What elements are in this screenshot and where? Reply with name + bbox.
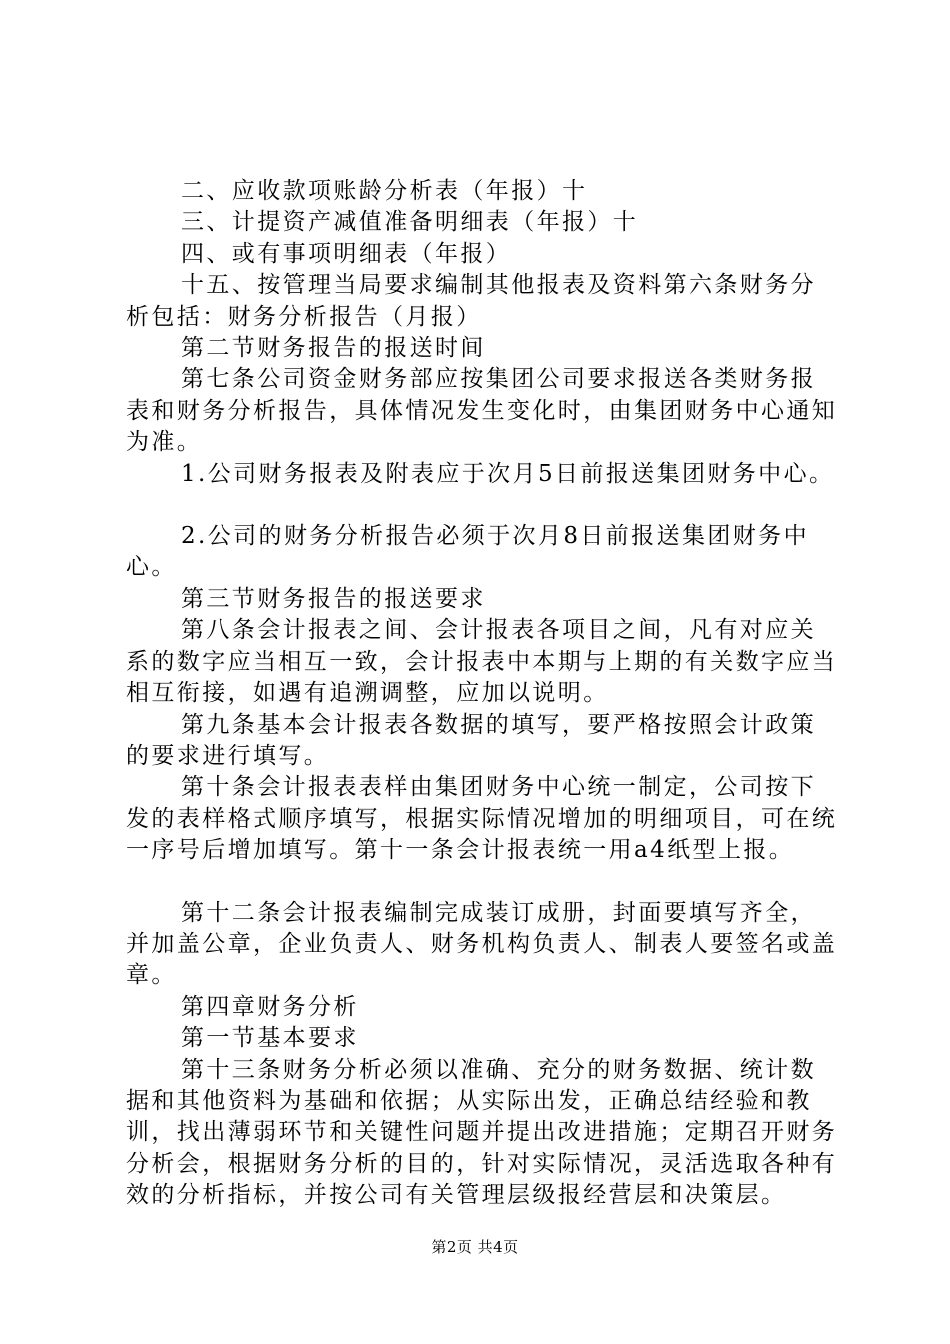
document-body bbox=[126, 176, 838, 1212]
article-12: 第十二条会计报表编制完成装订成册，封面要填写齐全，并加盖公章，企业负责人、财务机构负责人、制表人要签名或盖章。 bbox=[126, 899, 838, 989]
section-heading-2: 第二节财务报告的报送时间 bbox=[181, 335, 486, 362]
paragraph-3: 四、或有事项明细表（年报） bbox=[181, 240, 512, 267]
paragraph-4: 十五、按管理当局要求编制其他报表及资料第六条财务分析包括：财务分析报告（月报） bbox=[126, 272, 816, 330]
page-number-footer: 第2页 共4页 bbox=[431, 1238, 519, 1256]
article-10: 第十条会计报表表样由集团财务中心统一制定，公司按下发的表样格式顺序填写，根据实际情况增加的明细项目，可在统一序号后增加填写。第十一条会计报表统一用a4纸型上报。 bbox=[126, 774, 838, 864]
chapter-heading-4: 第四章财务分析 bbox=[181, 993, 359, 1020]
section-heading-1: 第一节基本要求 bbox=[181, 1025, 359, 1052]
item-2: 2.公司的财务分析报告必须于次月8日前报送集团财务中心。 bbox=[126, 523, 809, 581]
item-1: 1.公司财务报表及附表应于次月5日前报送集团财务中心。 bbox=[181, 460, 835, 487]
blank-line bbox=[126, 490, 838, 521]
paragraph-2: 三、计提资产减值准备明细表（年报）十 bbox=[181, 209, 639, 236]
paragraph-1: 二、应收款项账龄分析表（年报）十 bbox=[181, 178, 588, 204]
article-7: 第七条公司资金财务部应按集团公司要求报送各类财务报表和财务分析报告，具体情况发生变化时，由集团财务中心通知为准。 bbox=[126, 366, 838, 456]
article-8: 第八条会计报表之间、会计报表各项目之间，凡有对应关系的数字应当相互一致，会计报表中本期与上期的有关数字应当相互衔接，如遇有追溯调整，应加以说明。 bbox=[126, 617, 838, 707]
blank-line bbox=[126, 867, 838, 898]
article-13: 第十三条财务分析必须以准确、充分的财务数据、统计数据和其他资料为基础和依据；从实际出发，正确总结经验和教训，找出薄弱环节和关键性问题并提出改进措施；定期召开财务分析会，根据财务分析的目的，针对实际情况，灵活选取各种有效的分析指标，并按公司有关管理层级报经营层和决策层。 bbox=[126, 1056, 838, 1209]
section-heading-3: 第三节财务报告的报送要求 bbox=[181, 585, 486, 612]
article-9: 第九条基本会计报表各数据的填写，要严格按照会计政策的要求进行填写。 bbox=[126, 711, 816, 769]
